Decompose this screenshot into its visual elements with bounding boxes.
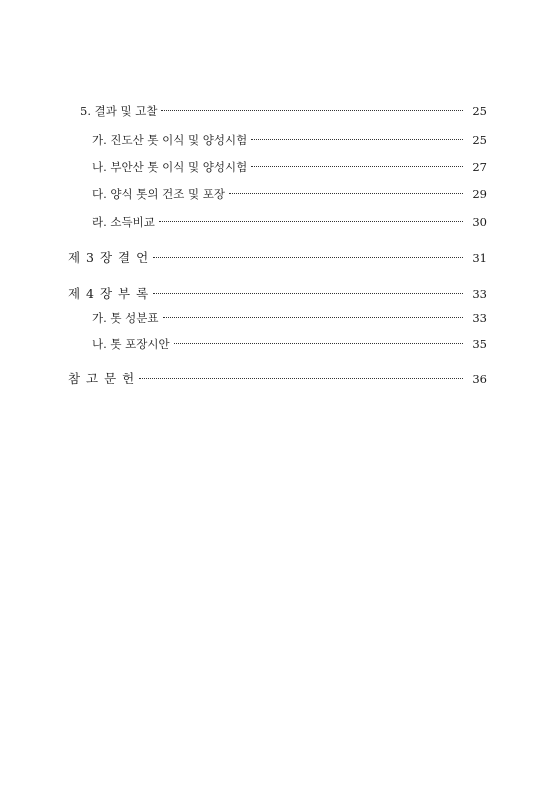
toc-leader-dots — [174, 343, 463, 344]
toc-leader-dots — [251, 139, 463, 140]
toc-entry-title: 가. 톳 성분표 — [92, 311, 159, 325]
toc-leader-dots — [159, 221, 463, 222]
toc-leader-dots — [139, 378, 463, 379]
toc-entry-title: 제 4 장 부 록 — [68, 286, 150, 301]
toc-entry-title: 나. 부안산 톳 이식 및 양성시험 — [92, 160, 248, 174]
toc-chapter — [68, 284, 487, 302]
toc-leader-dots — [251, 166, 463, 167]
toc-entry-page: 29 — [472, 187, 487, 201]
toc-leader-dots — [153, 257, 463, 258]
toc-entry — [92, 310, 487, 328]
toc-entry-page: 33 — [472, 311, 487, 325]
toc-entry-page: 25 — [472, 133, 487, 147]
toc-leader-dots — [161, 110, 463, 111]
toc-entry-page: 27 — [472, 160, 487, 174]
toc-leader-dots — [153, 293, 463, 294]
toc-entry — [92, 186, 487, 204]
toc-entry-page: 35 — [472, 337, 487, 351]
toc-entry — [80, 103, 487, 121]
toc-chapter — [68, 369, 487, 387]
toc-entry-title: 참 고 문 헌 — [68, 371, 136, 386]
toc-entry-title: 라. 소득비교 — [92, 215, 155, 229]
toc-entry-page: 30 — [472, 215, 487, 229]
toc-entry-title: 가. 진도산 톳 이식 및 양성시험 — [92, 133, 248, 147]
toc-entry-page: 31 — [472, 251, 487, 265]
toc-entry-page: 33 — [472, 287, 487, 301]
toc-entry-page: 25 — [472, 104, 487, 118]
toc-entry — [92, 336, 487, 354]
toc-entry — [92, 159, 487, 177]
toc-entry-title: 나. 톳 포장시안 — [92, 337, 170, 351]
toc-leader-dots — [229, 193, 463, 194]
toc-leader-dots — [163, 317, 463, 318]
toc-chapter — [68, 248, 487, 266]
toc-entry — [92, 214, 487, 232]
toc-entry — [92, 132, 487, 150]
toc-entry-page: 36 — [472, 372, 487, 386]
toc-entry-title: 5. 결과 및 고찰 — [80, 104, 158, 118]
toc-entry-title: 제 3 장 결 언 — [68, 250, 150, 265]
toc-entry-title: 다. 양식 톳의 건조 및 포장 — [92, 187, 226, 201]
